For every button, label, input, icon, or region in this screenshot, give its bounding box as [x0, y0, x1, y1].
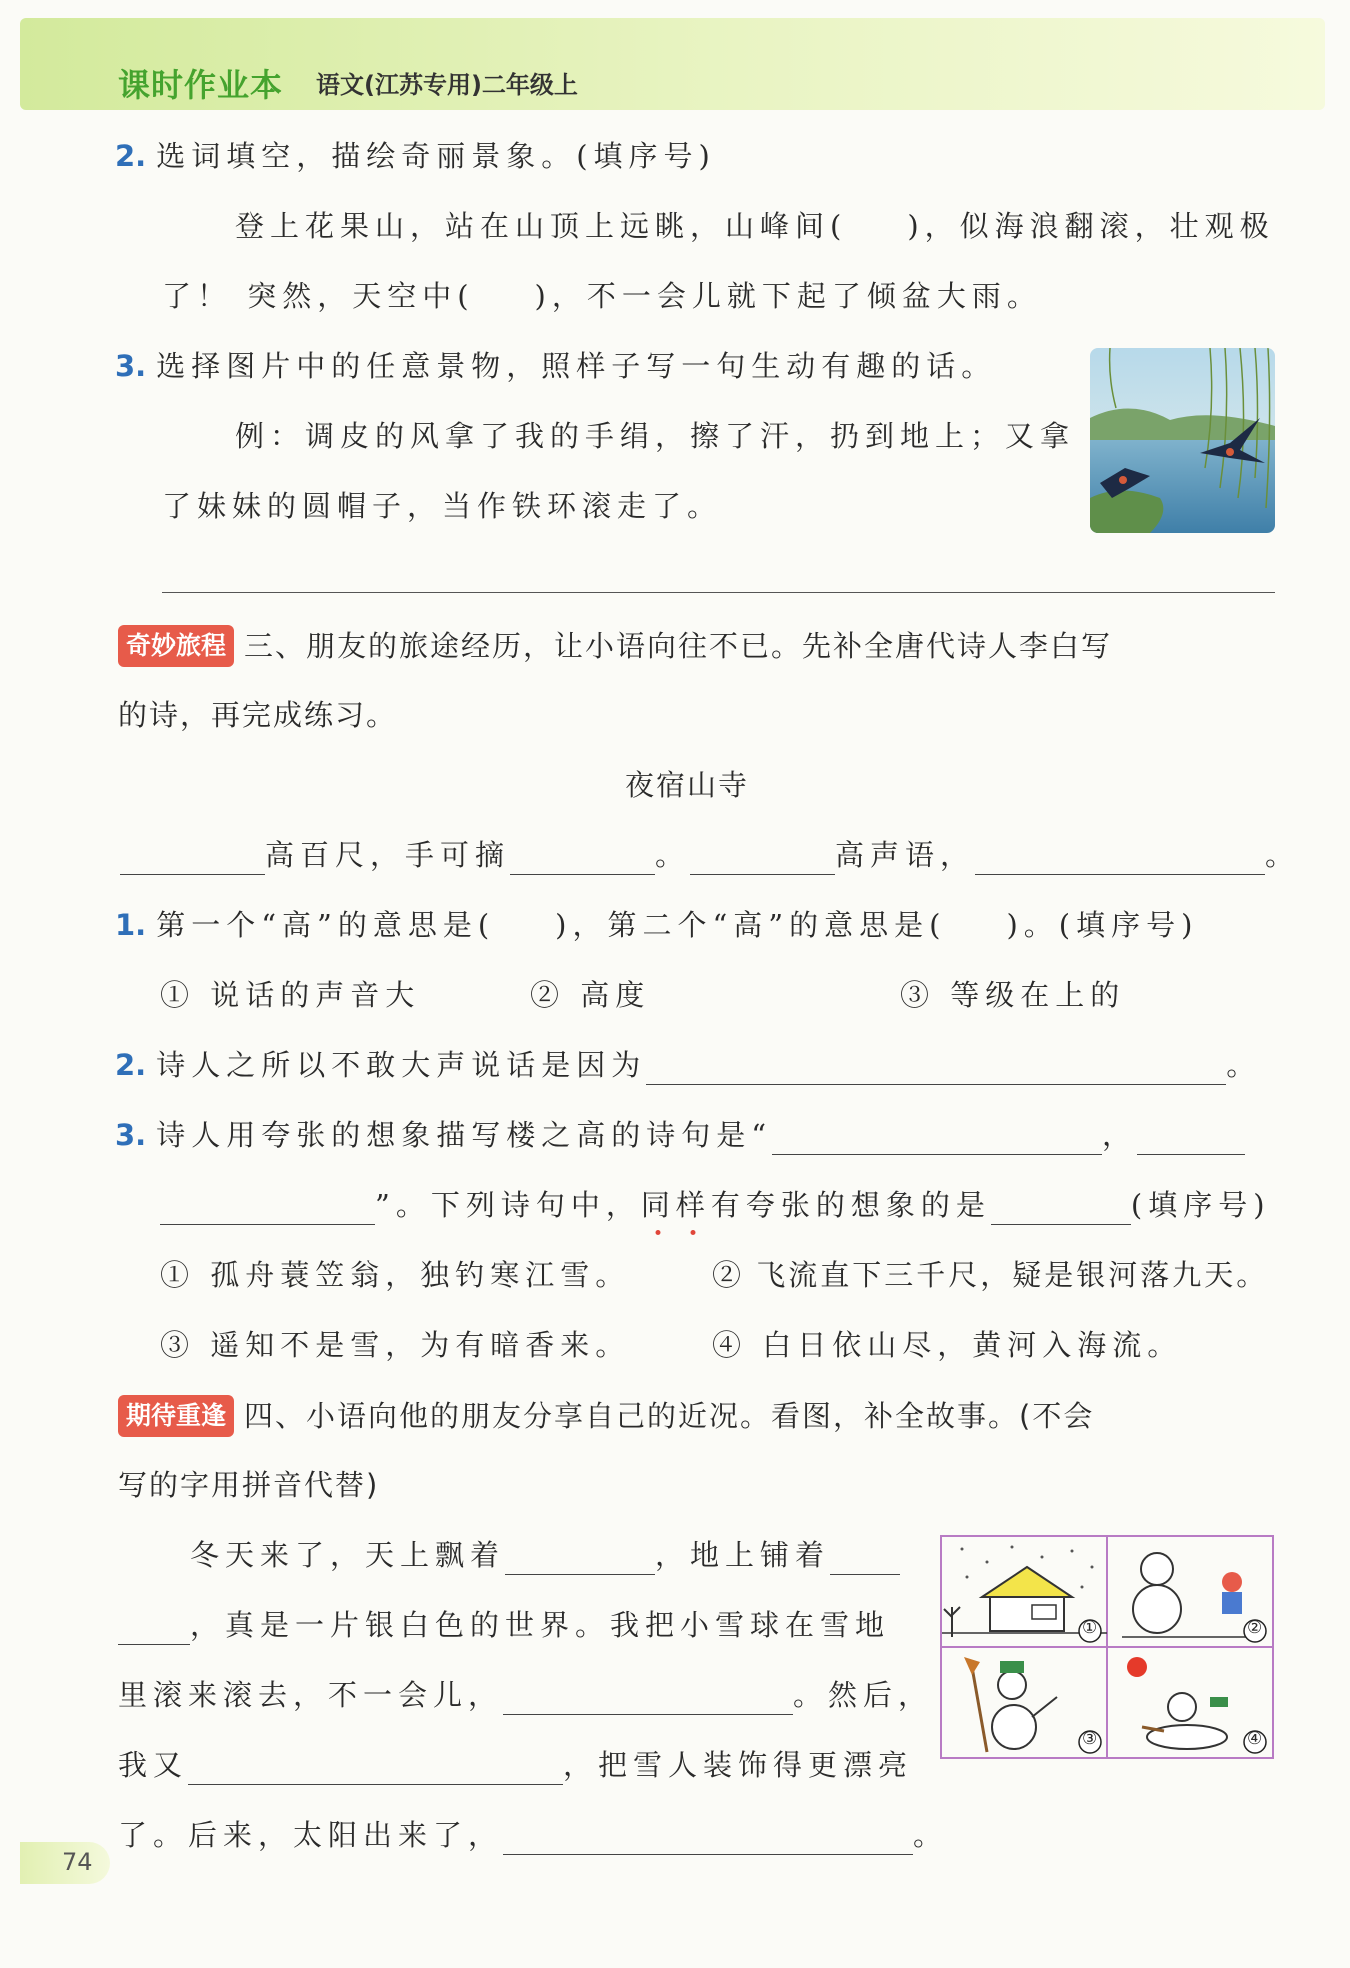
text: 登上花果山，站在山顶上远眺，山峰间( [235, 209, 848, 243]
example-line-1: 例：调皮的风拿了我的手绢，擦了汗，扔到地上；又拿 [235, 419, 1076, 453]
question-text: 选词填空，描绘奇丽景象。(填序号) [156, 139, 716, 173]
decorated-snowman-panel [964, 1657, 1057, 1752]
section-3-intro [118, 625, 1112, 667]
punct: 。 [1226, 1048, 1262, 1082]
snowman-comic-grid [940, 1535, 1274, 1759]
fill-line [162, 276, 1042, 316]
melting-snowman-panel [1127, 1657, 1228, 1749]
section-4-intro [118, 1395, 1094, 1437]
panel-label-4: ④ [1247, 1729, 1263, 1749]
text: 了。后来，太阳出来了， [118, 1818, 504, 1852]
text: 有夸张的想象的是 [710, 1188, 991, 1222]
intro-text: 四、小语向他的朋友分享自己的近况。看图，补全故事。(不会 [244, 1399, 1095, 1433]
text: )，不一会儿就下起了倾盆大雨。 [534, 279, 1042, 313]
section-4-intro-2: 写的字用拼音代替) [118, 1468, 380, 1502]
text: 诗人用夸张的想象描写楼之高的诗句是“ [156, 1118, 773, 1152]
answer-blank[interactable] [1137, 1124, 1245, 1155]
story-line-5 [118, 1815, 948, 1855]
example-line-2: 了妹妹的圆帽子，当作铁环滚走了。 [162, 489, 723, 523]
option-3: ③ 等级在上的 [900, 978, 1126, 1012]
text: 了！ 突然，天空中( [162, 279, 475, 313]
answer-line[interactable] [162, 592, 1275, 593]
answer-blank[interactable] [830, 1544, 900, 1575]
section-3-intro-2: 的诗，再完成练习。 [118, 698, 398, 732]
text: 。 [913, 1818, 949, 1852]
story-line-1 [190, 1535, 900, 1575]
question-2 [115, 136, 716, 176]
text: 我又 [118, 1748, 189, 1782]
story-line-3 [118, 1675, 933, 1715]
choice-3: ③ 遥知不是雪，为有暗香来。 [160, 1328, 631, 1362]
answer-blank[interactable] [991, 1194, 1131, 1225]
answer-blank[interactable] [772, 1124, 1102, 1155]
poem-blank[interactable] [120, 844, 265, 875]
text: 第一个“高”的意思是( [156, 908, 496, 942]
question-number: 2. [115, 1048, 147, 1082]
page-number: 74 [62, 1848, 93, 1876]
answer-blank[interactable] [503, 1684, 793, 1715]
question-3b [115, 1115, 1245, 1155]
text: 里滚来滚去，不一会儿， [118, 1678, 504, 1712]
question-number: 2. [115, 139, 147, 173]
book-subtitle: 语文(江苏专用)二年级上 [316, 71, 578, 99]
punct: ， [1102, 1118, 1138, 1152]
poem-fragment: 高百尺，手可摘 [265, 838, 511, 872]
answer-blank[interactable] [118, 1614, 190, 1645]
question-number: 3. [115, 1118, 147, 1152]
emphasis-char: 同 [641, 1185, 676, 1225]
answer-blank[interactable] [503, 1824, 913, 1855]
lake-swallows-image [1090, 348, 1275, 533]
panel-label-2: ② [1247, 1618, 1263, 1638]
section-tag: 期待重逢 [118, 1395, 234, 1437]
text: ，把雪人装饰得更漂亮 [563, 1748, 914, 1782]
option-2: ② 高度 [530, 978, 651, 1012]
intro-text: 三、朋友的旅途经历，让小语向往不已。先补全唐代诗人李白写 [244, 629, 1113, 663]
text: (填序号) [1130, 1188, 1271, 1222]
question-number: 1. [115, 908, 147, 942]
panel-label-3: ③ [1082, 1729, 1098, 1749]
poem-blank[interactable] [975, 844, 1265, 875]
text: )，似海浪翻滚，壮观极 [907, 209, 1275, 243]
text: ，真是一片银白色的世界。我把小雪球在雪地 [190, 1608, 891, 1642]
text: 。然后， [793, 1678, 934, 1712]
answer-blank[interactable] [188, 1754, 563, 1785]
book-title: 课时作业本 [118, 66, 284, 104]
text: 诗人之所以不敢大声说话是因为 [156, 1048, 647, 1082]
choice-4: ④ 白日依山尽，黄河入海流。 [712, 1328, 1183, 1362]
panel-label-1: ① [1082, 1618, 1098, 1638]
question-1 [115, 905, 1198, 945]
poem-fragment: 高声语， [835, 838, 976, 872]
question-3 [115, 346, 996, 386]
question-2b [115, 1045, 1261, 1085]
poem-title: 夜宿山寺 [625, 768, 750, 802]
story-line-4 [118, 1745, 913, 1785]
question-text: 选择图片中的任意景物，照样子写一句生动有趣的话。 [156, 349, 997, 383]
rolling-snowballs-panel [1122, 1553, 1262, 1637]
answer-blank[interactable] [160, 1194, 375, 1225]
text: 冬天来了，天上飘着 [190, 1538, 506, 1572]
answer-blank[interactable] [505, 1544, 655, 1575]
choice-2: ② 飞流直下三千尺，疑是银河落九天。 [712, 1258, 1269, 1292]
answer-blank[interactable] [646, 1054, 1226, 1085]
fill-line [235, 206, 1275, 246]
option-1: ① 说话的声音大 [160, 978, 421, 1012]
poem-line [120, 835, 1300, 875]
question-3b-line-2 [160, 1185, 1271, 1225]
text: )。(填序号) [1006, 908, 1199, 942]
poem-blank[interactable] [510, 844, 655, 875]
text: )，第二个“高”的意思是( [555, 908, 947, 942]
poem-blank[interactable] [690, 844, 835, 875]
punct: 。 [1265, 838, 1301, 872]
story-line-2 [118, 1605, 890, 1645]
choice-1: ① 孤舟蓑笠翁，独钓寒江雪。 [160, 1258, 631, 1292]
text: ，地上铺着 [655, 1538, 831, 1572]
punct: 。 [655, 838, 691, 872]
text: ”。下列诗句中， [375, 1188, 641, 1222]
section-tag: 奇妙旅程 [118, 625, 234, 667]
emphasis-char: 样 [676, 1185, 711, 1225]
question-number: 3. [115, 349, 147, 383]
